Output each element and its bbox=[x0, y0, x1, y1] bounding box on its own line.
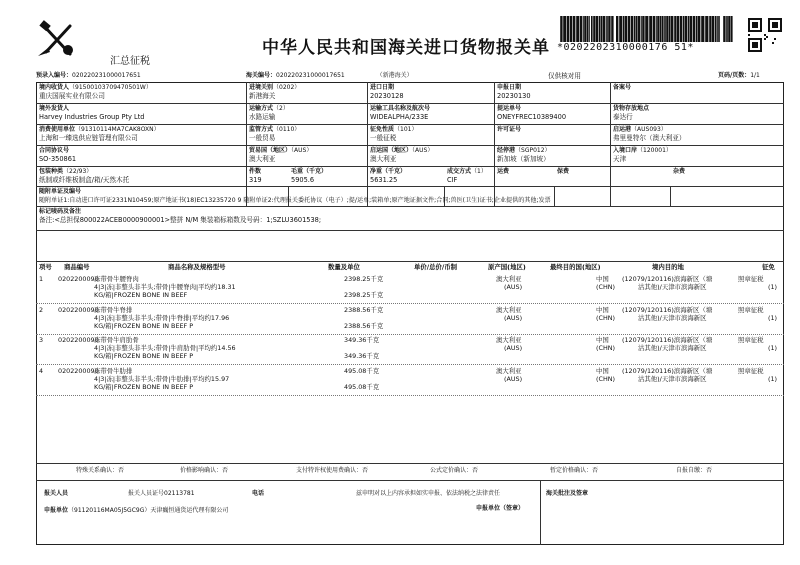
deal-mode-cell: 成交方式（1） CIF bbox=[447, 168, 487, 184]
goods-domestic-2: 沽其他)/天津市滨海新区 bbox=[638, 344, 707, 352]
goods-spec-2: KG/箱|FROZEN BONE IN BEEF P bbox=[94, 322, 194, 330]
pre-entry-number: 预录入编号：020220231000017651 bbox=[36, 72, 141, 79]
package-type-cell: 包装种类（22/93） 纸制或纤维板制盒/箱/天然木托 bbox=[39, 168, 130, 184]
goods-item-no: 2 bbox=[39, 306, 44, 314]
goods-name: 冻带骨牛脊排 bbox=[94, 306, 133, 314]
goods-dest-code: (CHN) bbox=[596, 375, 616, 383]
goods-domestic: (12079/120116)滨海新区（塘 bbox=[622, 275, 713, 283]
row-divider bbox=[36, 364, 784, 365]
goods-levy: 照章征税 bbox=[738, 336, 764, 344]
goods-levy-code: (1) bbox=[768, 375, 778, 383]
goods-name: 冻带骨牛肩肋骨 bbox=[94, 336, 139, 344]
goods-spec-2: KG/箱|FROZEN BONE IN BEEF P bbox=[94, 352, 194, 360]
goods-domestic: (12079/120116)滨海新区（塘 bbox=[622, 336, 713, 344]
transit-port-cell: 经停港（SGP012） 新加坡（新加坡） bbox=[497, 147, 551, 163]
qr-code bbox=[748, 18, 782, 52]
goods-qty-2: 349.36千克 bbox=[344, 352, 380, 360]
declare-unit: 申报单位（91120116MA05J5GC9G）天津巍恒通货运代理有限公司 bbox=[44, 507, 229, 514]
goods-domestic-2: 沽其他)/天津市滨海新区 bbox=[638, 283, 707, 291]
transport-mode-cell: 运输方式（2） 水路运输 bbox=[249, 105, 289, 121]
page-number: 页码/页数：1/1 bbox=[718, 72, 760, 79]
goods-origin: 澳大利亚 bbox=[496, 336, 522, 344]
goods-dest: 中国 bbox=[596, 336, 609, 344]
goods-dest: 中国 bbox=[596, 306, 609, 314]
docs-cell: 随附单证及编号 随附单证1:自动进口许可证2331N10459;原产地证书(18)EC13235720 9 随附单证2:代理报关委托协议（电子）;提/运单;装箱单;原产地证据文件;合同;兽医(卫生)证书;企业提供的其他;发票 bbox=[39, 188, 551, 204]
goods-domestic-2: 沽其他)/天津市滨海新区 bbox=[638, 375, 707, 383]
license-no-cell: 许可证号 bbox=[497, 126, 522, 133]
goods-qty: 2388.56千克 bbox=[344, 306, 384, 314]
record-no-cell: 备案号 bbox=[613, 84, 632, 91]
confirm-royalty: 支付特许权使用费确认：否 bbox=[296, 467, 369, 474]
goods-qty-2: 495.08千克 bbox=[344, 383, 380, 391]
departure-port-cell: 启运港（AUS093） 弗里曼特尔（澳大利亚） bbox=[613, 126, 686, 142]
goods-spec-2: KG/箱|FROZEN BONE IN BEEF P bbox=[94, 383, 194, 391]
goods-item-no: 3 bbox=[39, 336, 44, 344]
user-unit-cell: 消费使用单位（91310114MA7CAK8OXN） 上海和一臻选供应链管理有限公司 bbox=[39, 126, 160, 142]
goods-spec: 4|3|冻|非整头非半头;带骨|牛腰脊肉|平均约18.31 bbox=[94, 283, 236, 291]
vessel-cell: 运输工具名称及航次号 WIDEALPHA/233E bbox=[370, 105, 431, 121]
row-divider bbox=[36, 395, 784, 396]
insurance-cell: 保费 bbox=[557, 168, 570, 175]
confirm-formula: 公式定价确认：否 bbox=[430, 467, 479, 474]
misc-cell: 杂费 bbox=[673, 168, 686, 175]
goods-levy-code: (1) bbox=[768, 344, 778, 352]
row-divider bbox=[36, 334, 784, 335]
phone-label: 电话 bbox=[252, 490, 265, 497]
confirm-provisional: 暂定价格确认：否 bbox=[550, 467, 599, 474]
goods-domestic: (12079/120116)滨海新区（塘 bbox=[622, 306, 713, 314]
gross-weight-cell: 毛重（千克） 5905.6 bbox=[291, 168, 328, 184]
customs-annotation: 海关批注及签章 bbox=[546, 490, 589, 497]
goods-name: 冻带骨牛肋排 bbox=[94, 367, 133, 375]
goods-code: 0202200090 bbox=[58, 367, 99, 375]
copy-type: 汇总征税 bbox=[110, 56, 150, 67]
print-note: 仅供核对用 bbox=[548, 72, 581, 80]
declarer-cert: 报关人员证号02113781 bbox=[128, 490, 195, 497]
goods-qty-2: 2398.25千克 bbox=[344, 291, 384, 299]
contract-no-cell: 合同协议号 SO-350861 bbox=[39, 147, 77, 163]
goods-name: 冻带骨牛腰脊肉 bbox=[94, 275, 139, 283]
goods-origin: 澳大利亚 bbox=[496, 367, 522, 375]
customs-emblem bbox=[36, 18, 80, 62]
trade-country-cell: 贸易国（地区）（AUS） 澳大利亚 bbox=[249, 147, 313, 163]
consignee-cell: 境内收货人（91500103709470501W） 重庆国展实业有限公司 bbox=[39, 84, 152, 100]
goods-dest-code: (CHN) bbox=[596, 314, 616, 322]
goods-dest: 中国 bbox=[596, 275, 609, 283]
marks-cell: 标记唛码及备注 备注:<总担保800022ACEB0000900001>整拼 N/M 集装箱标箱数及号码：1;SZLU3601538; bbox=[39, 208, 322, 224]
import-date-cell: 进口日期 20230128 bbox=[370, 84, 404, 100]
goods-origin-code: (AUS) bbox=[504, 375, 523, 383]
confirm-special: 特殊关系确认：否 bbox=[76, 467, 125, 474]
goods-origin: 澳大利亚 bbox=[496, 306, 522, 314]
goods-dest-code: (CHN) bbox=[596, 344, 616, 352]
row-divider bbox=[36, 303, 784, 304]
goods-qty: 2398.25千克 bbox=[344, 275, 384, 283]
pieces-cell: 件数 319 bbox=[249, 168, 262, 184]
bill-no-cell: 提运单号 ONEYFREC10389400 bbox=[497, 105, 567, 121]
confirm-self-pay: 自报自缴：否 bbox=[676, 467, 713, 474]
barcode-text: *0202202310000176 51* bbox=[557, 42, 694, 53]
entry-place-cell: 入境口岸（120001） 天津 bbox=[613, 147, 672, 163]
freight-cell: 运费 bbox=[497, 168, 510, 175]
goods-spec-2: KG/箱|FROZEN BONE IN BEEF bbox=[94, 291, 188, 299]
supervision-cell: 监管方式（0110） 一般贸易 bbox=[249, 126, 301, 142]
goods-origin-code: (AUS) bbox=[504, 283, 523, 291]
declare-date-cell: 申报日期 20230130 bbox=[497, 84, 531, 100]
goods-qty: 349.36千克 bbox=[344, 336, 380, 344]
goods-qty-2: 2388.56千克 bbox=[344, 322, 384, 330]
goods-item-no: 4 bbox=[39, 367, 44, 375]
goods-origin-code: (AUS) bbox=[504, 344, 523, 352]
origin-country-cell: 启运国（地区）（AUS） 澳大利亚 bbox=[370, 147, 434, 163]
goods-levy: 照章征税 bbox=[738, 367, 764, 375]
goods-item-no: 1 bbox=[39, 275, 44, 283]
goods-spec: 4|3|冻|非整头非半头;带骨|牛脊排|平均约17.96 bbox=[94, 314, 230, 322]
entry-port-cell: 进境关别（0202） 新港海关 bbox=[249, 84, 301, 100]
customs-number: 海关编号：020220231000017651 （新港海关） bbox=[246, 72, 413, 79]
confirm-price: 价格影响确认：否 bbox=[180, 467, 229, 474]
goods-qty: 495.08千克 bbox=[344, 367, 380, 375]
goods-levy: 照章征税 bbox=[738, 275, 764, 283]
overseas-shipper-cell: 境外发货人 Harvey Industries Group Pty Ltd bbox=[39, 105, 145, 121]
legal-statement: 兹申明对以上内容承担如实申报、依法纳税之法律责任 bbox=[356, 490, 501, 497]
barcode bbox=[557, 16, 735, 42]
goods-dest-code: (CHN) bbox=[596, 283, 616, 291]
levy-nature-cell: 征免性质（101） 一般征税 bbox=[370, 126, 418, 142]
declare-unit-stamp: 申报单位（签章） bbox=[476, 505, 525, 512]
goods-spec: 4|3|冻|非整头非半头;带骨|牛肩肋骨|平均约14.56 bbox=[94, 344, 236, 352]
goods-code: 0202200090 bbox=[58, 306, 99, 314]
goods-code: 0202200090 bbox=[58, 275, 99, 283]
goods-spec: 4|3|冻|非整头非半头;带骨|牛肋排|平均约15.97 bbox=[94, 375, 230, 383]
storage-place-cell: 货物存放地点 泰达行 bbox=[613, 105, 650, 121]
goods-domestic-2: 沽其他)/天津市滨海新区 bbox=[638, 314, 707, 322]
document-title: 中华人民共和国海关进口货物报关单 bbox=[262, 38, 550, 58]
net-weight-cell: 净重（千克） 5631.25 bbox=[370, 168, 407, 184]
goods-code: 0202200090 bbox=[58, 336, 99, 344]
goods-levy: 照章征税 bbox=[738, 306, 764, 314]
goods-domestic: (12079/120116)滨海新区（塘 bbox=[622, 367, 713, 375]
goods-levy-code: (1) bbox=[768, 314, 778, 322]
goods-origin: 澳大利亚 bbox=[496, 275, 522, 283]
goods-dest: 中国 bbox=[596, 367, 609, 375]
goods-levy-code: (1) bbox=[768, 283, 778, 291]
declarer-label: 报关人员 bbox=[44, 490, 69, 497]
goods-origin-code: (AUS) bbox=[504, 314, 523, 322]
